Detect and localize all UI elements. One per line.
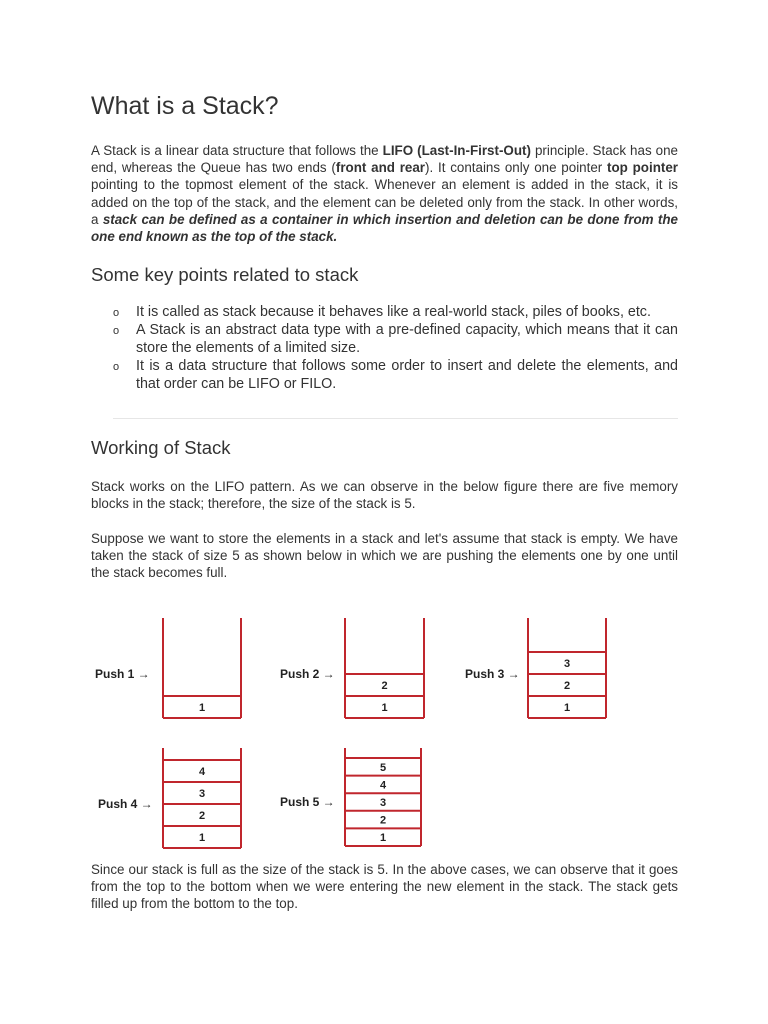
working-heading: Working of Stack bbox=[91, 437, 231, 458]
push-label: Push 4 → bbox=[98, 797, 153, 811]
stack-element-value: 5 bbox=[379, 761, 387, 774]
list-item-text: It is a data structure that follows some order to insert and delete the elements, and that order can be LIFO or FILO. bbox=[136, 358, 678, 392]
stack-element-value: 2 bbox=[198, 810, 206, 822]
list-item-text: It is called as stack because it behaves like a real-world stack, piles of books, etc. bbox=[136, 304, 651, 320]
list-item-text: A Stack is an abstract data type with a pre-defined capacity, which means that it can store the elements of a limited size. bbox=[136, 322, 678, 356]
stack-element-value: 1 bbox=[198, 832, 206, 844]
stack-element-value: 3 bbox=[563, 658, 571, 670]
stack-element-value: 1 bbox=[381, 702, 388, 714]
intro-text-2: principle. Stack has one end, whereas the Queue has two ends ( bbox=[91, 143, 678, 176]
stack-element-value: 1 bbox=[379, 832, 387, 845]
intro-bold-italic-definition: stack can be defined as a container in which insertion and deletion can be done from the one end known as the top of the stack. bbox=[91, 211, 678, 245]
stack-element-value: 2 bbox=[379, 814, 387, 827]
push-label: Push 3 → bbox=[465, 667, 520, 681]
summary-paragraph: Since our stack is full as the size of the stack is 5. In the above cases, we can observe that it goes from the top to the bottom when we were entering the new element in the stack. The stack gets filled up from the bottom to the top. bbox=[91, 862, 678, 912]
stack-element-value: 1 bbox=[563, 702, 571, 714]
stack-element-value: 2 bbox=[563, 680, 571, 692]
intro-text-3: ). It contains only one pointer bbox=[425, 160, 608, 176]
page-title: What is a Stack? bbox=[91, 92, 279, 120]
key-points-heading: Some key points related to stack bbox=[91, 264, 359, 285]
push-label: Push 5 → bbox=[280, 795, 335, 809]
push-label: Push 1 → bbox=[95, 667, 150, 681]
push-label: Push 2 → bbox=[280, 667, 335, 681]
intro-text-4: pointing to the topmost element of the stack. Whenever an element is added in the stack, it is added on the top of the stack, and the element can be deleted only from the stack. In other words, a bbox=[91, 177, 678, 227]
intro-bold-top-pointer: top pointer bbox=[607, 160, 679, 176]
stack-element-value: 3 bbox=[379, 797, 387, 809]
bullet-icon: o bbox=[113, 325, 120, 337]
stack-element-value: 4 bbox=[198, 766, 206, 778]
stack-element-value: 3 bbox=[198, 788, 206, 800]
intro-bold-ends: front and rear bbox=[335, 160, 426, 176]
stack-element-value: 1 bbox=[198, 702, 206, 714]
stack-element-value: 2 bbox=[381, 680, 388, 692]
intro-text-1: A Stack is a linear data structure that follows the bbox=[91, 143, 383, 158]
bullet-icon: o bbox=[113, 307, 120, 319]
stack-element-value: 4 bbox=[379, 779, 387, 792]
bullet-icon: o bbox=[113, 361, 120, 373]
intro-bold-lifo: LIFO (Last-In-First-Out) bbox=[382, 143, 531, 158]
working-paragraph-2: Suppose we want to store the elements in a stack and let's assume that stack is empty. We have taken the stack of size 5 as shown below in which we are pushing the elements one by one until the stack becomes full. bbox=[91, 531, 678, 581]
working-paragraph-1: Stack works on the LIFO pattern. As we can observe in the below figure there are five memory blocks in the stack; therefore, the size of the stack is 5. bbox=[91, 479, 678, 512]
